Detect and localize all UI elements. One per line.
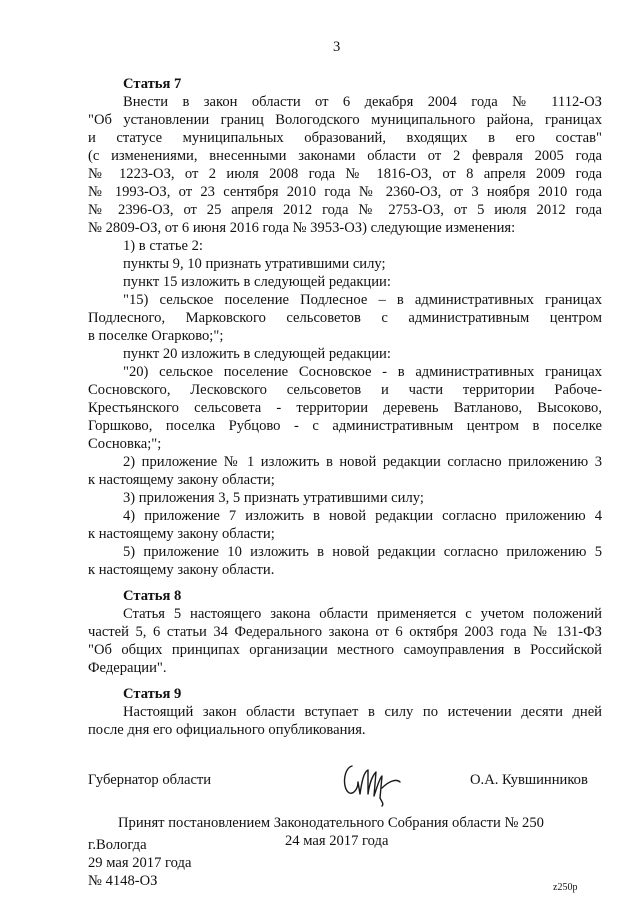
handwritten-signature	[338, 758, 408, 808]
article-7-item-2-line: 2) приложение № 1 изложить в новой редакции согласно приложению 3	[123, 454, 602, 470]
article-7-item-4-line: к настоящему закону области;	[88, 526, 275, 542]
article-7-intro-line: № 1993-ОЗ, от 23 сентября 2010 года № 2360-ОЗ, от 3 ноября 2010 года	[88, 184, 602, 200]
paragraph-15-line: в поселке Огарково;";	[88, 328, 224, 344]
adoption-line-2: 24 мая 2017 года	[285, 833, 389, 849]
article-9-title: Статья 9	[123, 686, 182, 702]
footer-code: z250p	[553, 882, 578, 893]
page-number: 3	[333, 39, 341, 55]
article-7-item-1a: пункты 9, 10 признать утратившими силу;	[123, 256, 386, 272]
paragraph-20-line: "20) сельское поселение Сосновское - в административных границах	[123, 364, 602, 380]
paragraph-20-line: Крестьянского сельсовета - территории деревень Ватланово, Высоково,	[88, 400, 602, 416]
article-8-title: Статья 8	[123, 588, 182, 604]
article-7-intro-line: № 2396-ОЗ, от 25 апреля 2012 года № 2753-ОЗ, от 5 июля 2012 года	[88, 202, 602, 218]
article-9-line: Настоящий закон области вступает в силу по истечении десяти дней	[123, 704, 602, 720]
article-7-intro-line: № 1223-ОЗ, от 2 июля 2008 года № 1816-ОЗ, от 8 апреля 2009 года	[88, 166, 602, 182]
article-7-item-5-line: к настоящему закону области.	[88, 562, 275, 578]
article-7-title: Статья 7	[123, 76, 182, 92]
article-8-line: частей 5, 6 статьи 34 Федерального закона от 6 октября 2003 года № 131-ФЗ	[88, 624, 602, 640]
article-7-item-2-line: к настоящему закону области;	[88, 472, 275, 488]
paragraph-15-line: "15) сельское поселение Подлесное – в административных границах	[123, 292, 602, 308]
article-7-intro-line: (с изменениями, внесенными законами области от 2 февраля 2005 года	[88, 148, 602, 164]
law-number: № 4148-ОЗ	[88, 873, 158, 889]
governor-position: Губернатор области	[88, 772, 212, 788]
article-7-item-1c: пункт 20 изложить в следующей редакции:	[123, 346, 391, 362]
article-7-item-1: 1) в статье 2:	[123, 238, 203, 254]
article-8-line: Федерации".	[88, 660, 167, 676]
article-7-item-3: 3) приложения 3, 5 признать утратившими силу;	[123, 490, 424, 506]
article-7-item-1b: пункт 15 изложить в следующей редакции:	[123, 274, 391, 290]
law-date: 29 мая 2017 года	[88, 855, 192, 871]
adoption-line-1: Принят постановлением Законодательного Собрания области № 250	[118, 815, 544, 831]
article-8-line: "Об общих принципах организации местного самоуправления в Российской	[88, 642, 602, 658]
governor-name: О.А. Кувшинников	[470, 772, 588, 788]
article-8-line: Статья 5 настоящего закона области применяется с учетом положений	[123, 606, 602, 622]
article-7-item-4-line: 4) приложение 7 изложить в новой редакции согласно приложению 4	[123, 508, 602, 524]
paragraph-20-line: Сосновка;";	[88, 436, 162, 452]
paragraph-15-line: Подлесного, Марковского сельсоветов с административным центром	[88, 310, 602, 326]
article-7-intro-line: "Об установлении границ Вологодского муниципального района, границах	[88, 112, 602, 128]
article-7-intro-line: № 2809-ОЗ, от 6 июня 2016 года № 3953-ОЗ) следующие изменения:	[88, 220, 516, 236]
place-city: г.Вологда	[88, 837, 147, 853]
article-7-item-5-line: 5) приложение 10 изложить в новой редакции согласно приложению 5	[123, 544, 602, 560]
article-9-line: после дня его официального опубликования.	[88, 722, 366, 738]
article-7-intro-line: и статусе муниципальных образований, входящих в его состав"	[88, 130, 602, 146]
article-7-intro-line: Внести в закон области от 6 декабря 2004 года № 1112-ОЗ	[123, 94, 602, 110]
paragraph-20-line: Сосновского, Лесковского сельсоветов и части территории Рабоче-	[88, 382, 602, 398]
paragraph-20-line: Горшково, поселка Рубцово - с административным центром в поселке	[88, 418, 602, 434]
